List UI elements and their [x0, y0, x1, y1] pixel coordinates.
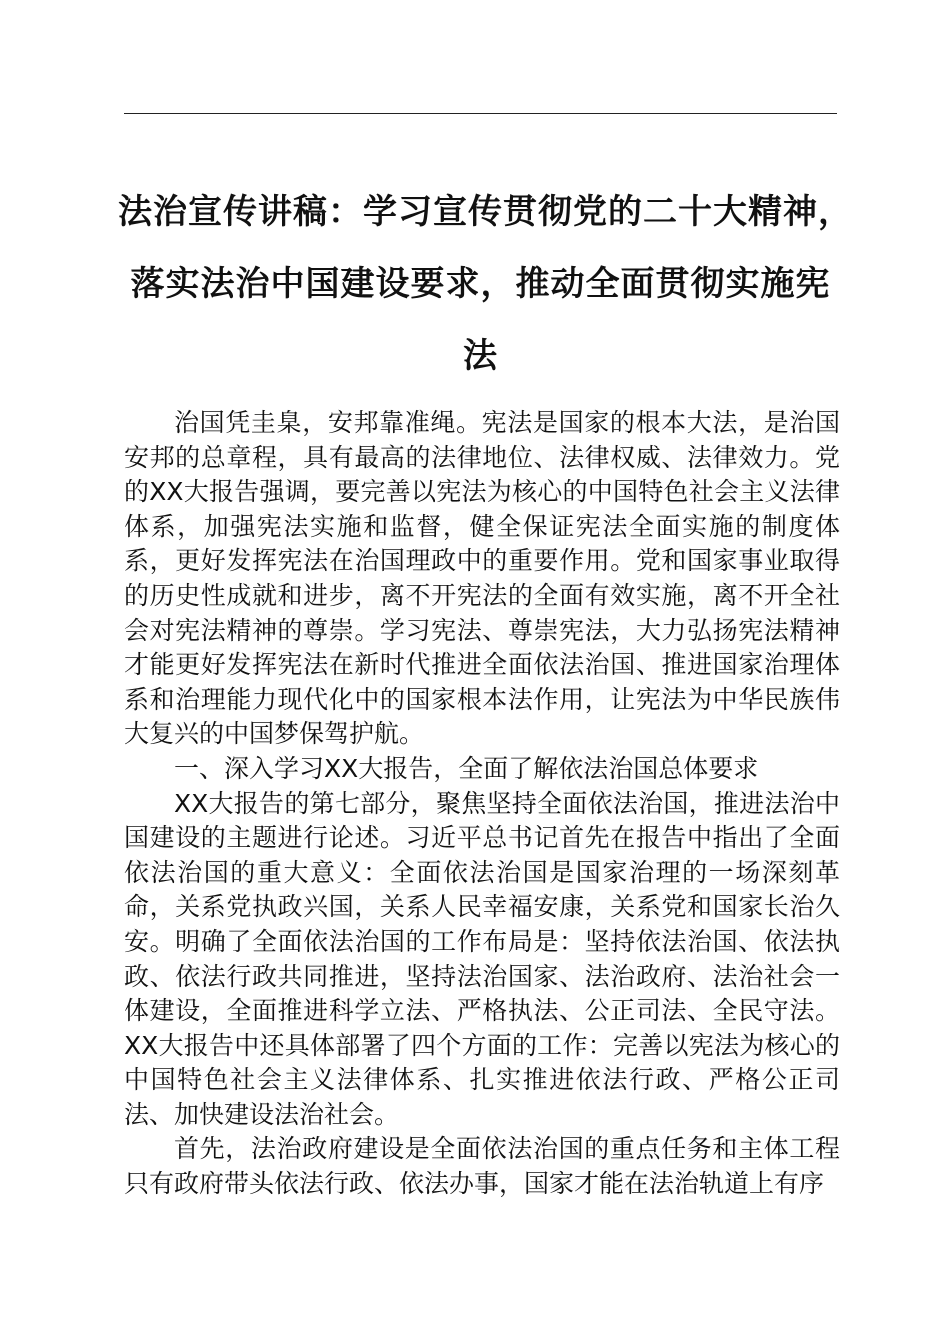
- title-line-3: 法: [463, 336, 498, 376]
- document-title: [118, 176, 853, 392]
- paragraph-first-point: 首先，法治政府建设是全面依法治国的重点任务和主体工程只有政府带头依法行政、依法办事，国家才能在法治轨道上有序: [124, 1134, 840, 1199]
- section-heading-1: 一、深入学习XX大报告，全面了解依法治国总体要求: [174, 753, 759, 783]
- paragraph-intro: 治国凭圭臬，安邦靠准绳。宪法是国家的根本大法，是治国安邦的总章程，具有最高的法律地位、法律权威、法律效力。党的XX大报告强调，要完善以宪法为核心的中国特色社会主义法律体系，加强宪法实施和监督，健全保证宪法全面实施的制度体系，更好发挥宪法在治国理政中的重要作用。党和国家事业取得的历史性成就和进步，离不开宪法的全面有效实施，离不开全社会对宪法精神的尊崇。学习宪法、尊崇宪法，大力弘扬宪法精神才能更好发挥宪法在新时代推进全面依法治国、推进国家治理体系和治理能力现代化中的国家根本法作用，让宪法为中华民族伟大复兴的中国梦保驾护航。: [124, 408, 840, 749]
- header-rule: [124, 113, 837, 114]
- title-line-2: 落实法治中国建设要求，推动全面贯彻实施宪: [130, 264, 831, 304]
- document-body: [124, 406, 840, 1202]
- paragraph-section-1: XX大报告的第七部分，聚焦坚持全面依法治国，推进法治中国建设的主题进行论述。习近平总书记首先在报告中指出了全面依法治国的重大意义：全面依法治国是国家治理的一场深刻革命，关系党执政兴国，关系人民幸福安康，关系党和国家长治久安。明确了全面依法治国的工作布局是：坚持依法治国、依法执政、依法行政共同推进，坚持法治国家、法治政府、法治社会一体建设，全面推进科学立法、严格执法、公正司法、全民守法。XX大报告中还具体部署了四个方面的工作：完善以宪法为核心的中国特色社会主义法律体系、扎实推进依法行政、严格公正司法、加快建设法治社会。: [124, 788, 840, 1129]
- title-line-1: 法治宣传讲稿：学习宣传贯彻党的二十大精神，: [118, 192, 853, 232]
